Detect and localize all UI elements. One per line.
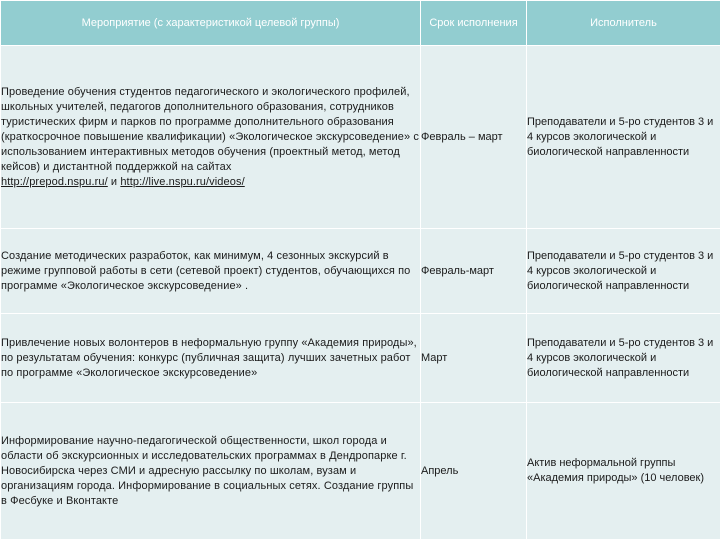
deadline-cell: Февраль-март <box>421 229 527 314</box>
header-event: Мероприятие (с характеристикой целевой группы) <box>1 1 421 46</box>
deadline-cell: Апрель <box>421 403 527 540</box>
deadline-cell: Март <box>421 314 527 403</box>
executor-cell: Преподаватели и 5-ро студентов 3 и 4 курсов экологической и биологической направленности <box>527 229 720 314</box>
table-header-row <box>1 1 720 46</box>
event-text: Проведение обучения студентов педагогического и экологического профилей, школьных учителей, педагогов дополнительного образования, сотрудников туристических фирм и парков по программе дополнительного образования (краткосрочное повышение квалификации) «Экологическое экскурсоведение» с использованием интерактивных методов обучения (проектный метод, метод кейсов) и дистантной поддержкой на сайтах <box>1 85 419 173</box>
deadline-cell: Февраль – март <box>421 46 527 229</box>
table-row <box>1 403 720 540</box>
table-row <box>1 46 720 229</box>
event-cell: Создание методических разработок, как минимум, 4 сезонных экскурсий в режиме групповой работы в сети (сетевой проект) студентов, обучающихся по программе «Экологическое экскурсоведение» . <box>1 229 421 314</box>
header-executor: Исполнитель <box>527 1 720 46</box>
videos-link[interactable]: http://live.nspu.ru/videos/ <box>120 175 245 188</box>
executor-cell: Актив неформальной группы «Академия природы» (10 человек) <box>527 403 720 540</box>
executor-cell: Преподаватели и 5-ро студентов 3 и 4 курсов экологической и биологической направленности <box>527 314 720 403</box>
link-separator: и <box>107 175 121 188</box>
header-deadline: Срок исполнения <box>421 1 527 46</box>
event-cell <box>1 46 421 229</box>
executor-cell: Преподаватели и 5-ро студентов 3 и 4 курсов экологической и биологической направленности <box>527 46 720 229</box>
event-cell: Информирование научно-педагогической общественности, школ города и области об экскурсионных и исследовательских программах в Дендропарке г. Новосибирска через СМИ и адресную рассылку по школам, вузам и организациям города. Информирование в социальных сетях. Создание группы в Фесбуке и Вконтакте <box>1 403 421 540</box>
table-row <box>1 229 720 314</box>
table-row <box>1 314 720 403</box>
prepod-link[interactable]: http://prepod.nspu.ru/ <box>1 175 108 188</box>
event-cell: Привлечение новых волонтеров в неформальную группу «Академия природы», по результатам обучения: конкурс (публичная защита) лучших зачетных работ по программе «Экологическое экскурсоведение» <box>1 314 421 403</box>
